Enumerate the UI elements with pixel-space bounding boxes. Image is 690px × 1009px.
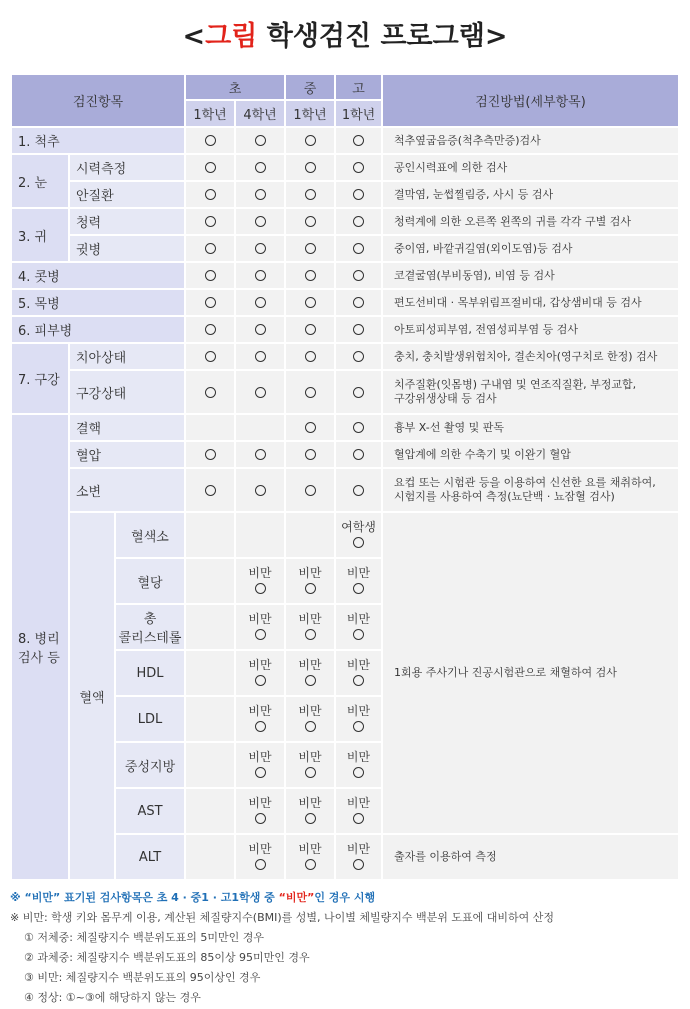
circle-mark — [353, 422, 364, 433]
header-elementary: 초 — [186, 75, 284, 99]
circle-mark — [205, 485, 216, 496]
table-row — [12, 209, 678, 234]
circle-mark — [205, 449, 216, 460]
circle-mark — [305, 387, 316, 398]
circle-mark — [255, 859, 266, 870]
circle-mark — [255, 216, 266, 227]
circle-mark — [255, 813, 266, 824]
note-item: ① 저체중: 체질량지수 백분위도표의 5미만인 경우 — [24, 931, 264, 944]
item-oral: 7. 구강 — [12, 344, 68, 413]
circle-mark — [353, 767, 364, 778]
circle-mark — [353, 243, 364, 254]
circle-mark — [205, 135, 216, 146]
method-text: 흉부 X-선 촬영 및 판독 — [383, 415, 678, 440]
obese-label: 비만 — [298, 566, 322, 580]
circle-mark — [353, 721, 364, 732]
circle-mark — [353, 537, 364, 548]
method-text: 공인시력표에 의한 검사 — [383, 155, 678, 180]
circle-mark — [205, 243, 216, 254]
circle-mark — [255, 583, 266, 594]
circle-mark — [255, 485, 266, 496]
item-lab: 8. 병리 검사 등 — [12, 415, 68, 879]
circle-mark — [205, 270, 216, 281]
circle-mark — [353, 675, 364, 686]
sub-item: 안질환 — [70, 182, 184, 207]
table-row — [12, 263, 678, 288]
circle-mark — [353, 297, 364, 308]
note-item: ② 과체중: 체질량지수 백분위도표의 85이상 95미만인 경우 — [24, 951, 310, 964]
obese-label: 비만 — [248, 750, 272, 764]
obese-label: 비만 — [346, 612, 371, 626]
circle-mark — [305, 859, 316, 870]
circle-mark — [305, 767, 316, 778]
header-high: 고 — [336, 75, 381, 99]
circle-mark — [205, 297, 216, 308]
obese-label: 비만 — [298, 612, 322, 626]
circle-mark — [305, 449, 316, 460]
circle-mark — [305, 813, 316, 824]
blood-test: HDL — [116, 651, 184, 695]
method-text: 척추옆굽음증(척추측만증)검사 — [383, 128, 678, 153]
circle-mark — [305, 583, 316, 594]
table-row — [12, 128, 678, 153]
blood-test: 중성지방 — [116, 743, 184, 787]
circle-mark — [255, 297, 266, 308]
table-row — [12, 236, 678, 261]
circle-mark — [353, 449, 364, 460]
circle-mark — [353, 583, 364, 594]
circle-mark — [353, 189, 364, 200]
footnotes — [10, 888, 680, 1008]
note-item: ③ 비만: 체질량지수 백분위도표의 95이상인 경우 — [24, 971, 261, 984]
blood-test: 총 콜리스테롤 — [116, 605, 184, 649]
obese-label: 비만 — [298, 796, 322, 810]
circle-mark — [255, 721, 266, 732]
circle-mark — [305, 216, 316, 227]
circle-mark — [353, 485, 364, 496]
sub-item: 구강상태 — [70, 371, 184, 413]
sub-item: 청력 — [70, 209, 184, 234]
circle-mark — [353, 629, 364, 640]
note-obese-definition: ※ 비만: 학생 키와 몸무게 이용, 계산된 체질량지수(BMI)를 성별, 나이별 체빌량지수 백분위 도표에 대비하여 산정 — [10, 911, 555, 924]
circle-mark — [255, 387, 266, 398]
obese-label: 비만 — [248, 842, 272, 856]
blood-test: ALT — [116, 835, 184, 879]
circle-mark — [305, 297, 316, 308]
obese-label: 비만 — [298, 750, 322, 764]
table-row — [12, 371, 678, 413]
method-text: 결막염, 눈썹찔림증, 사시 등 검사 — [383, 182, 678, 207]
blood-test: 혈색소 — [116, 513, 184, 557]
sub-item: 치아상태 — [70, 344, 184, 369]
circle-mark — [305, 189, 316, 200]
method-text: 출자를 이용하여 측정 — [383, 835, 678, 879]
circle-mark — [205, 189, 216, 200]
obese-label: 비만 — [298, 704, 322, 718]
circle-mark — [255, 135, 266, 146]
circle-mark — [305, 351, 316, 362]
table-row — [12, 344, 678, 369]
circle-mark — [205, 387, 216, 398]
circle-mark — [255, 324, 266, 335]
circle-mark — [255, 189, 266, 200]
header-grade: 4학년 — [236, 101, 284, 126]
obese-label: 비만 — [298, 658, 322, 672]
blood-test: LDL — [116, 697, 184, 741]
obese-label: 비만 — [346, 796, 371, 810]
item-skin: 6. 피부병 — [12, 317, 184, 342]
note-obese-condition: ※ “비만” 표기된 검사항목은 초 4 · 중1 · 고1학생 중 “비만”인 경우 시행 — [10, 891, 376, 904]
item-neck: 5. 목병 — [12, 290, 184, 315]
method-text: 1회용 주사기나 진공시험관으로 채혈하여 검사 — [383, 513, 678, 833]
method-text: 중이염, 바깥귀길염(외이도염)등 검사 — [383, 236, 678, 261]
circle-mark — [255, 351, 266, 362]
obese-label: 비만 — [298, 842, 322, 856]
obese-label: 비만 — [248, 612, 272, 626]
header-grade: 1학년 — [286, 101, 334, 126]
checkup-table — [10, 73, 680, 881]
circle-mark — [353, 216, 364, 227]
circle-mark — [353, 135, 364, 146]
sub-item: 귓병 — [70, 236, 184, 261]
obese-label: 비만 — [248, 704, 272, 718]
note-item: ④ 정상: ①~③에 해당하지 않는 경우 — [24, 991, 201, 1004]
circle-mark — [305, 324, 316, 335]
header-grade: 1학년 — [186, 101, 234, 126]
circle-mark — [255, 162, 266, 173]
method-text: 치주질환(잇몸병) 구내염 및 연조직질환, 부정교합, 구강위생상태 등 검사 — [383, 371, 678, 413]
method-text: 아토피성피부염, 전염성피부염 등 검사 — [383, 317, 678, 342]
circle-mark — [353, 162, 364, 173]
obese-label: 비만 — [346, 842, 371, 856]
sub-item: 결핵 — [70, 415, 184, 440]
method-text: 코곁굴염(부비동염), 비염 등 검사 — [383, 263, 678, 288]
obese-label: 비만 — [346, 750, 371, 764]
circle-mark — [353, 813, 364, 824]
obese-label: 비만 — [346, 658, 371, 672]
table-row — [12, 155, 678, 180]
circle-mark — [353, 324, 364, 335]
method-text: 청력계에 의한 오른쪽 왼쪽의 귀를 각각 구별 검사 — [383, 209, 678, 234]
circle-mark — [305, 629, 316, 640]
obese-label: 비만 — [248, 796, 272, 810]
circle-mark — [205, 162, 216, 173]
table-row — [12, 415, 678, 440]
table-row — [12, 182, 678, 207]
circle-mark — [305, 270, 316, 281]
table-row — [12, 317, 678, 342]
circle-mark — [205, 351, 216, 362]
circle-mark — [255, 449, 266, 460]
blood-test: AST — [116, 789, 184, 833]
sub-item-blood: 혈액 — [70, 513, 114, 879]
circle-mark — [353, 270, 364, 281]
item-ear: 3. 귀 — [12, 209, 68, 261]
circle-mark — [353, 351, 364, 362]
header-item: 검진항목 — [12, 75, 184, 126]
sub-item: 시력측정 — [70, 155, 184, 180]
circle-mark — [353, 387, 364, 398]
circle-mark — [305, 135, 316, 146]
obese-label: 비만 — [346, 566, 371, 580]
circle-mark — [255, 270, 266, 281]
method-text: 요컵 또는 시험관 등을 이용하여 신선한 요를 채취하여, 시험지를 사용하여 측정(뇨단백 · 뇨잠혈 검사) — [383, 469, 678, 511]
method-text: 편도선비대 · 목부위림프절비대, 갑상샘비대 등 검사 — [383, 290, 678, 315]
table-row — [12, 513, 678, 557]
circle-mark — [255, 629, 266, 640]
item-nose: 4. 콧병 — [12, 263, 184, 288]
circle-mark — [305, 721, 316, 732]
circle-mark — [205, 324, 216, 335]
item-spine: 1. 척추 — [12, 128, 184, 153]
obese-label: 비만 — [248, 658, 272, 672]
sub-item: 소변 — [70, 469, 184, 511]
circle-mark — [255, 675, 266, 686]
header-method: 검진방법(세부항목) — [383, 75, 678, 126]
method-text: 충치, 충치발생위험치아, 결손치아(영구치로 한정) 검사 — [383, 344, 678, 369]
obese-label: 비만 — [248, 566, 272, 580]
circle-mark — [305, 675, 316, 686]
circle-mark — [255, 767, 266, 778]
table-row — [12, 469, 678, 511]
sub-item: 혈압 — [70, 442, 184, 467]
title-highlight: 그림 — [205, 21, 258, 52]
blood-test: 혈당 — [116, 559, 184, 603]
circle-mark — [305, 485, 316, 496]
table-row — [12, 442, 678, 467]
circle-mark — [255, 243, 266, 254]
header-middle: 중 — [286, 75, 334, 99]
girls-label: 여학생 — [341, 520, 376, 534]
circle-mark — [205, 216, 216, 227]
method-text: 혈압계에 의한 수축기 및 이완기 혈압 — [383, 442, 678, 467]
item-eye: 2. 눈 — [12, 155, 68, 207]
circle-mark — [353, 859, 364, 870]
circle-mark — [305, 162, 316, 173]
table-row — [12, 290, 678, 315]
page-title: <그림 학생검진 프로그램> — [182, 21, 508, 52]
circle-mark — [305, 422, 316, 433]
obese-label: 비만 — [346, 704, 371, 718]
circle-mark — [305, 243, 316, 254]
header-grade: 1학년 — [336, 101, 381, 126]
